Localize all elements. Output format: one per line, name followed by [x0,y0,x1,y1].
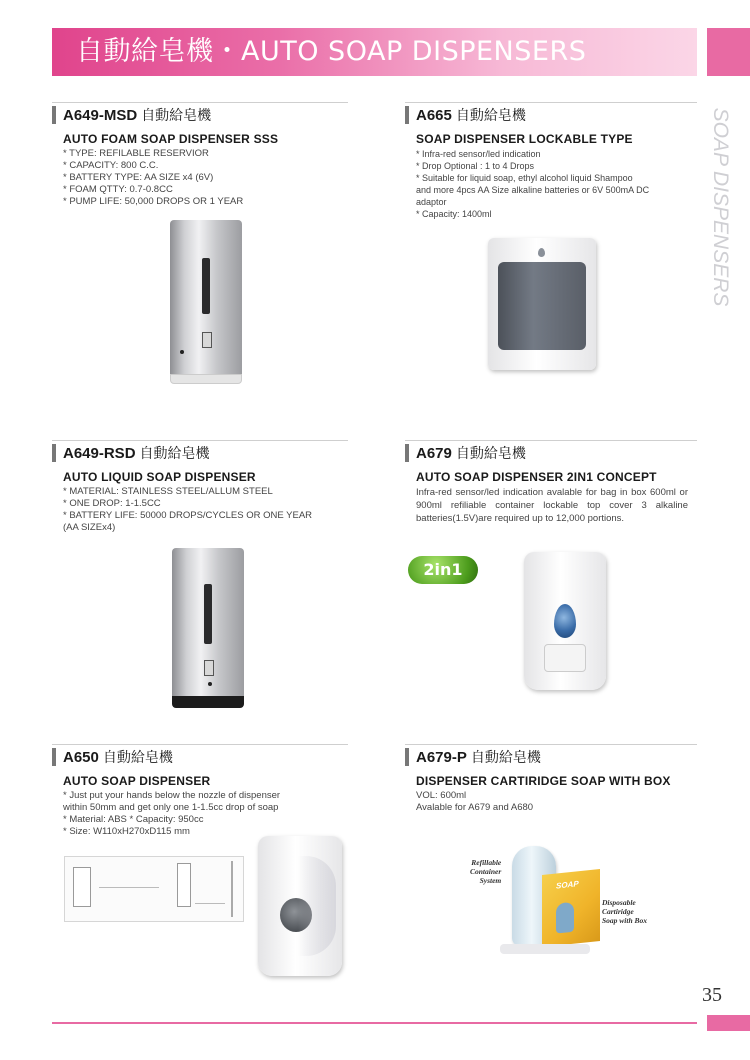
diagram-line [99,887,159,888]
installation-diagram [64,856,244,922]
side-section-label: SOAP DISPENSERS [709,107,732,307]
header-marker [52,106,56,124]
swoosh-panel [298,856,336,956]
product-description: Infra-red sensor/led indication avalable for bag in box 600ml or 900ml refiliable container lockable top cover 3 alkaline batteries(1.5V)are required up to 12,000 portions. [416,487,688,524]
diagram-dispenser-side [177,863,191,907]
product-a679-p [405,744,697,814]
sensor-window [202,332,212,348]
spec-line: * Drop Optional : 1 to 4 Drops [416,161,535,171]
diagram-line [195,903,225,904]
label-line: Container [470,867,502,876]
blue-drop-window [554,604,576,638]
product-specs [416,148,697,220]
product-code: A649-MSD 自動給皂機 [63,107,212,124]
indicator-dot [208,682,212,686]
spec-line: adaptor [416,197,447,207]
lockable-dispenser-image [488,238,596,370]
level-window [204,584,212,644]
spec-line: * Infra-red sensor/led indication [416,149,541,159]
cartridge-bottle [556,902,574,934]
2in1-dispenser-image [524,552,606,690]
header-marker [405,444,409,462]
spec-line: * BATTERY TYPE: AA SIZE x4 (6V) [63,172,214,183]
product-code: A649-RSD 自動給皂機 [63,445,210,462]
footer-tab-accent [707,1015,750,1031]
product-name: AUTO FOAM SOAP DISPENSER SSS [63,132,279,146]
spec-line: and more 4pcs AA Size alkaline batteries or 6V 500mA DC [416,185,650,195]
dispenser-tray [500,944,590,954]
spec-line: * FOAM QTTY: 0.7-0.8CC [63,184,173,195]
sensor-window [204,660,214,676]
product-specs [63,486,348,534]
header-tab-accent [707,28,750,76]
header-marker [52,444,56,462]
spec-line: within 50mm and get only one 1-1.5cc drop of soap [63,802,279,813]
diagram-dispenser-front [73,867,91,907]
steel-liquid-dispenser-image [172,548,244,700]
spec-line: * TYPE: REFILABLE RESERVIOR [63,148,209,159]
product-header [52,440,348,460]
label-line: Cartiridge [602,907,634,916]
product-name: AUTO SOAP DISPENSER [63,774,211,788]
header-marker [405,106,409,124]
product-header [52,744,348,764]
steel-dispenser-base [170,374,242,384]
spec-line: * Just put your hands below the nozzle of dispenser [63,790,281,801]
product-specs [63,148,348,208]
product-code: A650 自動給皂機 [63,749,173,766]
spec-line: * Capacity: 1400ml [416,209,492,219]
product-code: A665 自動給皂機 [416,107,526,124]
product-a679 [405,440,697,525]
header-marker [405,748,409,766]
spec-line: * CAPACITY: 800 C.C. [63,160,159,171]
product-a649-rsd [52,440,348,534]
steel-foam-dispenser-image [170,220,242,378]
product-name: AUTO SOAP DISPENSER 2IN1 CONCEPT [416,470,657,484]
product-a649-msd [52,102,348,208]
footer-rule [52,1022,697,1024]
soap-box-text: SOAP [556,879,579,891]
smoked-reservoir [498,262,586,350]
spec-line: * Material: ABS * Capacity: 950cc [63,814,204,825]
product-specs [416,790,697,814]
product-name: DISPENSER CARTIRIDGE SOAP WITH BOX [416,774,671,788]
label-line: Refillable [471,858,502,867]
page-title: 自動給皂機・AUTO SOAP DISPENSERS [76,36,587,67]
product-header [52,102,348,122]
product-name: SOAP DISPENSER LOCKABLE TYPE [416,132,633,146]
product-header [405,102,697,122]
abs-dispenser-image [258,836,342,976]
spec-line: Avalable for A679 and A680 [416,802,534,813]
2in1-badge: 2in1 [408,556,478,584]
disposable-label [602,898,647,925]
page-number: 35 [702,984,722,1006]
spec-line: * MATERIAL: STAINLESS STEEL/ALLUM STEEL [63,486,273,497]
level-window [202,258,210,314]
product-a665 [405,102,697,220]
spec-line: * ONE DROP: 1-1.5CC [63,498,161,509]
spec-line: * PUMP LIFE: 50,000 DROPS OR 1 YEAR [63,196,244,207]
spec-line: (AA SIZEx4) [63,522,116,533]
droplet-icon [538,248,545,257]
spec-line: VOL: 600ml [416,790,467,801]
label-line: Soap with Box [602,916,648,925]
product-code: A679-P 自動給皂機 [416,749,541,766]
diagram-wall [231,861,233,917]
steel-dispenser-base [172,696,244,708]
product-header [405,440,697,460]
spec-line: * Size: W110xH270xD115 mm [63,826,190,837]
product-header [405,744,697,764]
indicator-dot [180,350,184,354]
product-specs [63,790,348,838]
spec-line: * Suitable for liquid soap, ethyl alcohol liquid Shampoo [416,173,633,183]
header-marker [52,748,56,766]
label-line: Disposable [602,898,636,907]
product-code: A679 自動給皂機 [416,445,526,462]
product-a650 [52,744,348,838]
push-panel [544,644,586,672]
product-name: AUTO LIQUID SOAP DISPENSER [63,470,256,484]
refillable-label [470,858,501,885]
label-line: System [479,876,502,885]
soap-box-image [542,869,600,947]
spec-line: * BATTERY LIFE: 50000 DROPS/CYCLES OR ONE YEAR [63,510,313,521]
